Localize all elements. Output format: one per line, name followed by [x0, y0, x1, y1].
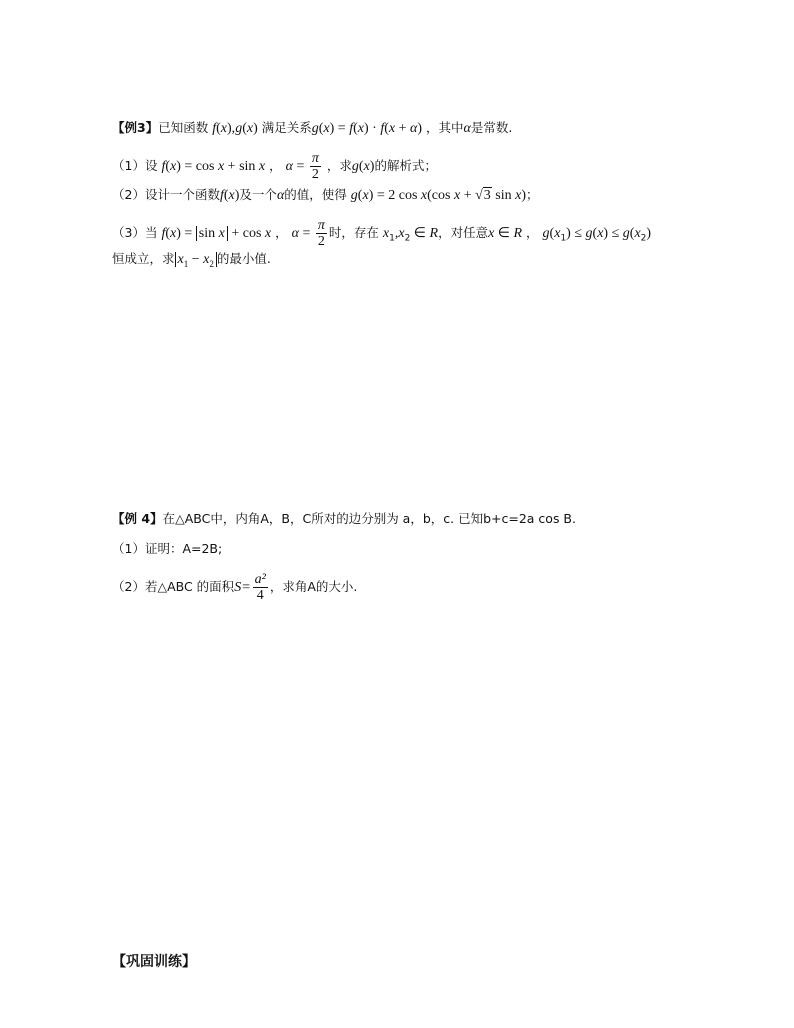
example-3-part-3-cont: 恒成立，求 $x_1 - x_2$ 的最小值.: [112, 251, 271, 269]
example-3-statement: 【例3】已知函数 f(x),g(x) 满足关系g(x) = f(x) · f(x + α) ，其中α是常数.: [112, 120, 513, 136]
example-3-label: 【例3】: [112, 120, 159, 135]
example-4-part-2: （2）若△ABC 的面积S= $\frac{\text{a²}}{4}$ ，求角A的大小.: [112, 572, 358, 603]
example-3-part-2: （2）设计一个函数f(x)及一个α的值，使得 g(x) = 2 cos x(cos x + √3 sin x)；: [112, 187, 539, 203]
pi-over-2-fraction-2: $\frac{\pi}{2}$: [317, 218, 325, 249]
pi-over-2-fraction: $\frac{\pi}{2}$: [311, 151, 319, 182]
example-4-statement: 【例 4】在△ABC中，内角A，B，C所对的边分别为 a，b，c. 已知b+c=2a cos B.: [112, 511, 576, 526]
example-4-part-1: （1）证明：A=2B;: [112, 541, 223, 556]
example-3-part-3: （3）当 f(x) = sin x + cos x ， α = $\frac{\pi}{2}$ 时，存在 $x_1,x_2$ ∈ R，对任意x ∈ R ， $g(x_1) \le g(x) \le g(x_2)$: [112, 218, 652, 249]
a-squared-over-4-fraction: $\frac{\text{a²}}{4}$: [254, 572, 266, 603]
example-4-label: 【例 4】: [112, 511, 163, 526]
example-3-part-1: （1）设 f(x) = cos x + sin x ， α = $\frac{\pi}{2}$ ，求g(x)的解析式；: [112, 151, 437, 182]
section-title-consolidation: 【巩固训练】: [112, 954, 196, 970]
